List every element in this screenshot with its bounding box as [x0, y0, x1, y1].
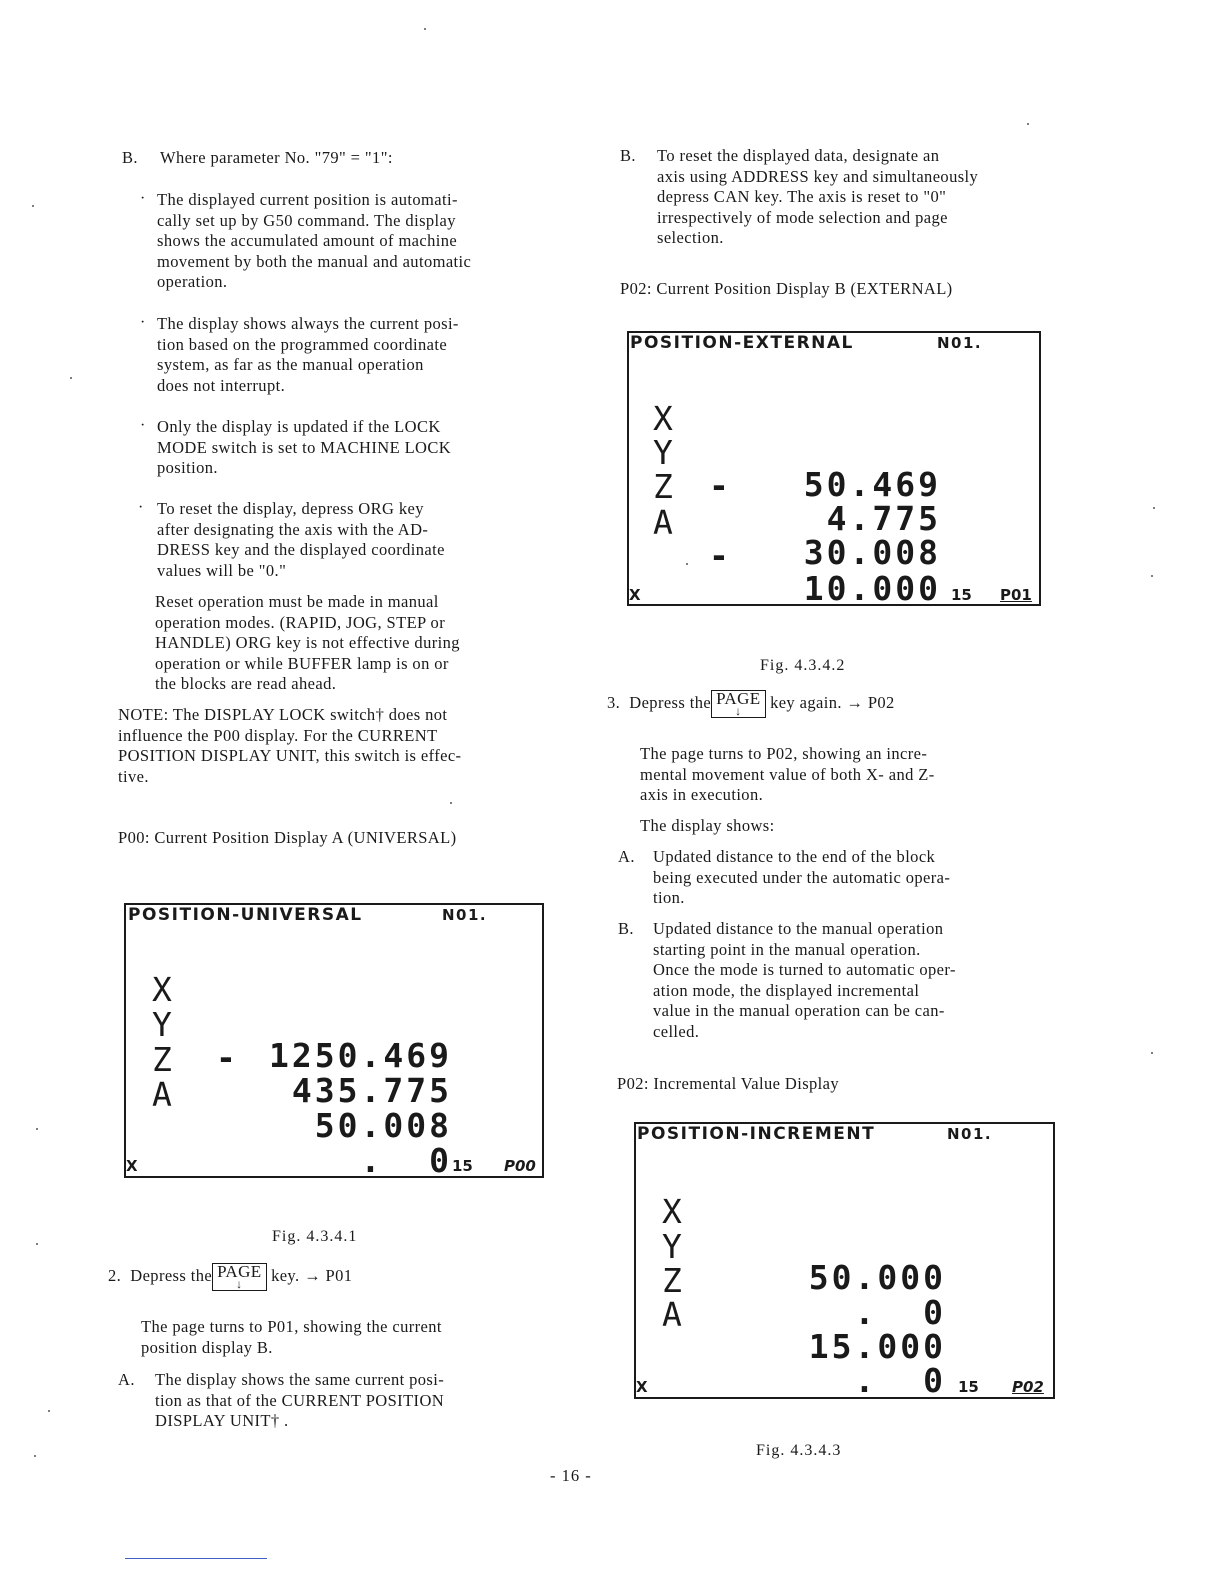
axis-row-a: A . 0: [662, 1295, 946, 1400]
axis-row-x: X 1250.469: [152, 970, 452, 1075]
down-arrow-icon: ↓: [236, 1277, 243, 1291]
fig-caption-2: Fig. 4.3.4.2: [760, 657, 846, 674]
sequence-number: N01.: [442, 906, 488, 924]
step-2: 2. Depress the PAGE ↓ key. → P01: [108, 1262, 353, 1291]
scan-speck: [70, 377, 72, 379]
foot-page: P02: [1012, 1378, 1044, 1396]
step-3: 3. Depress the PAGE ↓ key again. → P02: [607, 689, 895, 718]
screen-increment: [634, 1122, 1055, 1399]
axis-row-x: X 50.000: [662, 1192, 946, 1297]
fig-caption-3: Fig. 4.3.4.3: [756, 1442, 842, 1459]
foot-axis: X: [636, 1378, 648, 1396]
foot-number: 15: [958, 1378, 979, 1396]
axis-row-y: Y - 435.775: [152, 1005, 452, 1110]
foot-number: 15: [452, 1157, 473, 1175]
screen-universal: [124, 903, 544, 1178]
scan-speck: [34, 1455, 36, 1457]
p02-title-increment: P02: Incremental Value Display: [617, 1074, 840, 1093]
page-key: PAGE ↓: [711, 690, 765, 718]
axis-row-a: A - 10.000: [653, 503, 941, 608]
scan-speck: [450, 802, 452, 804]
down-arrow-icon: ↓: [735, 704, 742, 718]
axis-row-x: X 50.469: [653, 399, 941, 504]
scan-speck: [1153, 507, 1155, 509]
scan-speck: [1151, 1052, 1153, 1054]
screen-header: POSITION-INCREMENT: [637, 1124, 876, 1144]
scan-speck: [32, 205, 34, 207]
axis-row-y: Y - 4.775: [653, 433, 941, 538]
scan-speck: [36, 1243, 38, 1245]
reset-note: Reset operation must be made in manual operation modes. (RAPID, JOG, STEP or HANDLE) ORG key is not effective during operation or while BUFFER lamp is on or the blocks are read ahead.: [155, 592, 460, 694]
page-number: - 16 -: [550, 1466, 592, 1485]
step-2-text: The page turns to P01, showing the current position display B.: [141, 1317, 442, 1357]
scan-speck: [1151, 575, 1153, 577]
screen-external: [627, 331, 1041, 606]
foot-page: P01: [1000, 586, 1032, 604]
page-key: PAGE ↓: [212, 1263, 266, 1291]
axis-row-a: A . 0: [152, 1075, 452, 1180]
fig-caption-1: Fig. 4.3.4.1: [272, 1228, 358, 1245]
screen-header: POSITION-EXTERNAL: [630, 333, 854, 353]
screen-header: POSITION-UNIVERSAL: [128, 905, 363, 925]
foot-page: P00: [504, 1157, 536, 1175]
axis-row-z: Z 15.000: [662, 1261, 946, 1366]
b-heading: B. Where parameter No. "79" = "1":: [122, 148, 393, 167]
scan-speck: [48, 1410, 50, 1412]
sequence-number: N01.: [937, 334, 983, 352]
scan-speck: [686, 563, 688, 565]
axis-row-z: Z 50.008: [152, 1040, 452, 1145]
step-3-text: The page turns to P02, showing an incre- mental movement value of both X- and Z- axis in execution.: [640, 744, 935, 805]
scan-speck: [1027, 123, 1029, 125]
scan-speck: [424, 28, 426, 30]
p02-title-external: P02: Current Position Display B (EXTERNAL): [620, 279, 953, 298]
axis-row-z: Z 30.008: [653, 467, 941, 572]
foot-axis: X: [629, 586, 641, 604]
foot-number: 15: [951, 586, 972, 604]
p00-title: P00: Current Position Display A (UNIVERSAL): [118, 828, 457, 847]
sequence-number: N01.: [947, 1125, 993, 1143]
bottom-rule: [125, 1558, 267, 1559]
display-shows: The display shows:: [640, 816, 775, 835]
axis-row-y: Y . 0: [662, 1227, 946, 1332]
foot-axis: X: [126, 1157, 138, 1175]
scan-speck: [36, 1128, 38, 1130]
note: NOTE: The DISPLAY LOCK switch† does not influence the P00 display. For the CURRENT POSITION DISPLAY UNIT, this switch is effec- tive.: [118, 705, 462, 786]
